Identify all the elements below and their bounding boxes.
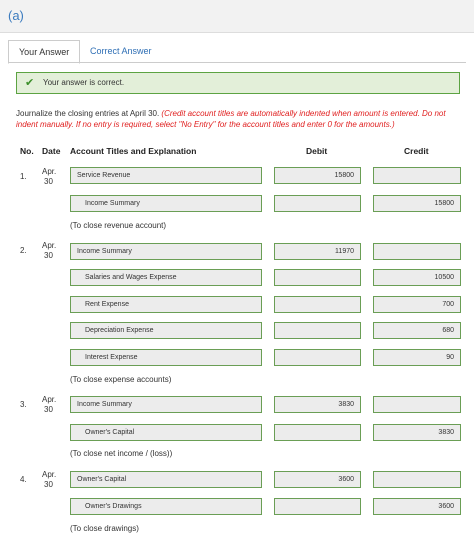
- credit-field[interactable]: 700: [373, 296, 461, 313]
- account-field[interactable]: Owner's Capital: [70, 471, 262, 488]
- header-account: Account Titles and Explanation: [70, 146, 197, 156]
- tab-divider: [8, 62, 466, 63]
- entry-explanation: (To close net income / (loss)): [70, 449, 173, 458]
- credit-field[interactable]: 3600: [373, 498, 461, 515]
- header-debit: Debit: [306, 146, 328, 156]
- date-day: 30: [44, 251, 53, 260]
- date-month: Apr.: [42, 241, 57, 250]
- checkmark-icon: ✔: [25, 77, 35, 89]
- debit-field[interactable]: [274, 349, 361, 366]
- entry-explanation: (To close drawings): [70, 524, 139, 533]
- account-field[interactable]: Interest Expense: [70, 349, 262, 366]
- debit-field[interactable]: [274, 269, 361, 286]
- correct-message: Your answer is correct.: [43, 78, 125, 87]
- account-field[interactable]: Owner's Capital: [70, 424, 262, 441]
- credit-field[interactable]: 90: [373, 349, 461, 366]
- credit-field[interactable]: [373, 471, 461, 488]
- account-field[interactable]: Owner's Drawings: [70, 498, 262, 515]
- part-header: [0, 0, 474, 33]
- date-month: Apr.: [42, 395, 57, 404]
- credit-field[interactable]: [373, 167, 461, 184]
- debit-field[interactable]: 11970: [274, 243, 361, 260]
- date-day: 30: [44, 405, 53, 414]
- credit-field[interactable]: 10500: [373, 269, 461, 286]
- debit-field[interactable]: [274, 424, 361, 441]
- debit-field[interactable]: [274, 498, 361, 515]
- date-day: 30: [44, 480, 53, 489]
- entry-explanation: (To close revenue account): [70, 221, 167, 230]
- entry-date: [42, 241, 56, 261]
- credit-field[interactable]: 3830: [373, 424, 461, 441]
- tab-your-answer[interactable]: Your Answer: [8, 40, 80, 64]
- entry-date: [42, 167, 56, 187]
- instructions: [16, 108, 462, 130]
- entry-explanation: (To close expense accounts): [70, 375, 172, 384]
- date-month: Apr.: [42, 167, 57, 176]
- credit-field[interactable]: [373, 396, 461, 413]
- account-field[interactable]: Income Summary: [70, 396, 262, 413]
- debit-field[interactable]: [274, 296, 361, 313]
- debit-field[interactable]: 3600: [274, 471, 361, 488]
- header-no: No.: [20, 146, 34, 156]
- account-field[interactable]: Depreciation Expense: [70, 322, 262, 339]
- entry-number: 4.: [20, 475, 27, 484]
- instruction-note: (Credit account titles are automatically indented when amount is entered. Do not indent manually. If no entry is required, select "No Entry" for the account titles and enter 0 for the amounts.): [16, 109, 446, 129]
- account-field[interactable]: Service Revenue: [70, 167, 262, 184]
- entry-number: 1.: [20, 172, 27, 181]
- date-day: 30: [44, 177, 53, 186]
- entry-date: [42, 395, 56, 415]
- credit-field[interactable]: 680: [373, 322, 461, 339]
- entry-date: [42, 470, 56, 490]
- tab-correct-answer[interactable]: Correct Answer: [90, 46, 152, 56]
- account-field[interactable]: Income Summary: [70, 195, 262, 212]
- correct-banner: [16, 72, 460, 94]
- credit-field[interactable]: [373, 243, 461, 260]
- debit-field[interactable]: 3830: [274, 396, 361, 413]
- entry-number: 3.: [20, 400, 27, 409]
- credit-field[interactable]: 15800: [373, 195, 461, 212]
- account-field[interactable]: Salaries and Wages Expense: [70, 269, 262, 286]
- debit-field[interactable]: [274, 195, 361, 212]
- account-field[interactable]: Income Summary: [70, 243, 262, 260]
- account-field[interactable]: Rent Expense: [70, 296, 262, 313]
- debit-field[interactable]: 15800: [274, 167, 361, 184]
- debit-field[interactable]: [274, 322, 361, 339]
- instruction-text: Journalize the closing entries at April 30.: [16, 109, 162, 118]
- header-date: Date: [42, 146, 61, 156]
- part-label: (a): [8, 8, 24, 23]
- date-month: Apr.: [42, 470, 57, 479]
- entry-number: 2.: [20, 246, 27, 255]
- header-credit: Credit: [404, 146, 429, 156]
